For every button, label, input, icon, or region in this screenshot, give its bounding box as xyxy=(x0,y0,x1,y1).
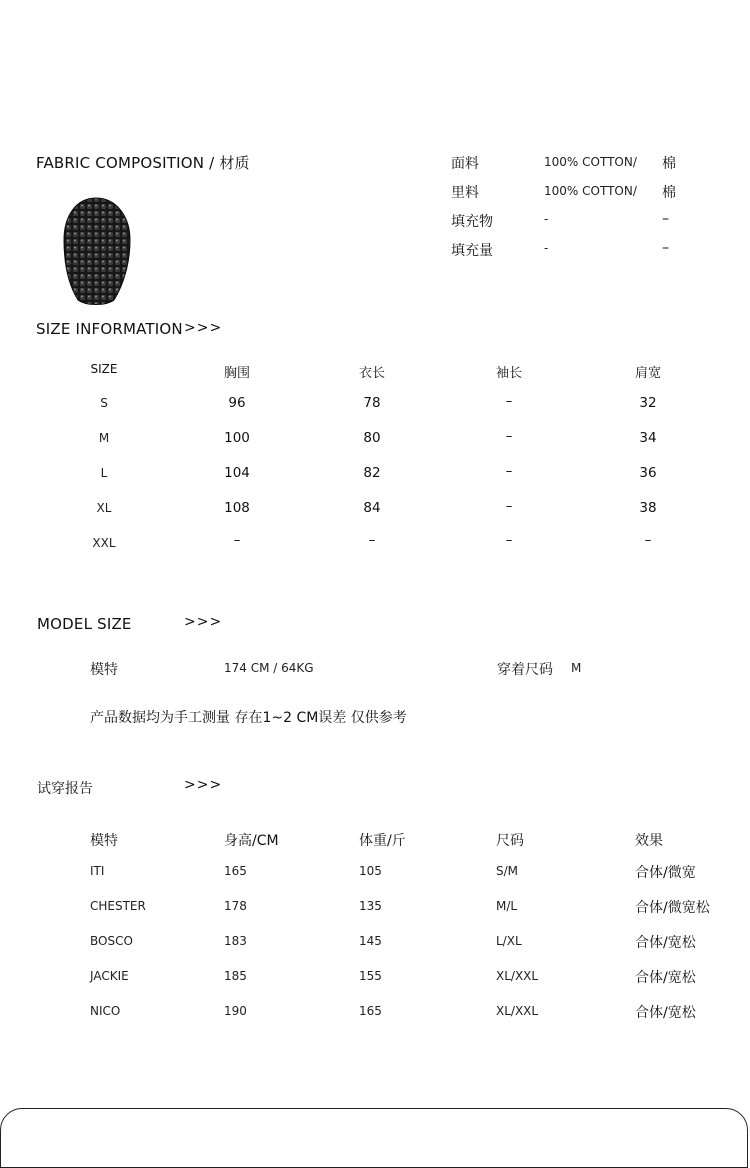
size-cell: XL xyxy=(96,501,112,515)
size-cell: 100 xyxy=(224,430,250,446)
size-cell: – xyxy=(644,532,652,548)
fabric-row-label: 填充量 xyxy=(451,243,493,259)
fabric-row-label: 里料 xyxy=(451,185,479,201)
fit-cell: 合体/宽松 xyxy=(635,1005,696,1021)
model-label: 模特 xyxy=(90,662,118,678)
fit-cell: 105 xyxy=(359,864,382,878)
fabric-row-cn: 棉 xyxy=(662,185,676,201)
fabric-row-cn: – xyxy=(662,211,669,227)
size-cell: 38 xyxy=(639,500,657,516)
fabric-row-label: 面料 xyxy=(451,156,479,172)
fit-cell: 合体/宽松 xyxy=(635,935,696,951)
size-header: 肩宽 xyxy=(634,366,662,381)
fit-cell: XL/XXL xyxy=(496,1004,539,1018)
model-size-arrows: >>> xyxy=(184,614,223,630)
model-size-title: MODEL SIZE xyxy=(37,615,132,633)
size-cell: – xyxy=(505,498,513,514)
size-cell: 32 xyxy=(639,395,657,411)
fabric-title: FABRIC COMPOSITION / 材质 xyxy=(36,154,250,172)
size-cell: – xyxy=(505,428,513,444)
wear-size-label: 穿着尺码 xyxy=(497,662,553,678)
fit-cell: 155 xyxy=(359,969,382,983)
size-header: 袖长 xyxy=(495,366,523,381)
size-cell: 104 xyxy=(224,465,250,481)
size-cell: 78 xyxy=(363,395,381,411)
fit-cell: ITI xyxy=(90,864,105,878)
fit-cell: 145 xyxy=(359,934,382,948)
fit-cell: NICO xyxy=(90,1004,121,1018)
fit-cell: S/M xyxy=(496,864,519,878)
fit-cell: 合体/微宽松 xyxy=(635,900,710,916)
fit-cell: 165 xyxy=(359,1004,382,1018)
fit-cell: 165 xyxy=(224,864,247,878)
fabric-row-label: 填充物 xyxy=(451,214,493,230)
fit-cell: CHESTER xyxy=(90,899,146,913)
size-cell: – xyxy=(233,532,241,548)
fit-cell: BOSCO xyxy=(90,934,133,948)
size-cell: M xyxy=(98,431,110,445)
fit-cell: JACKIE xyxy=(90,969,129,983)
size-header: SIZE xyxy=(90,362,118,376)
size-cell: 108 xyxy=(224,500,250,516)
size-cell: 84 xyxy=(363,500,381,516)
size-cell: 34 xyxy=(639,430,657,446)
fit-cell: XL/XXL xyxy=(496,969,539,983)
model-value: 174 CM / 64KG xyxy=(224,661,314,675)
fabric-row-cn: 棉 xyxy=(662,156,676,172)
fabric-row-cn: – xyxy=(662,240,669,256)
fit-header: 体重/斤 xyxy=(359,833,406,849)
fit-cell: 185 xyxy=(224,969,247,983)
size-cell: 80 xyxy=(363,430,381,446)
fit-report-arrows: >>> xyxy=(184,777,223,793)
fabric-row-value: 100% COTTON/ xyxy=(544,184,637,198)
size-cell: – xyxy=(505,393,513,409)
fit-report-title: 试穿报告 xyxy=(37,781,93,797)
size-cell: XXL xyxy=(92,536,116,550)
fit-cell: L/XL xyxy=(496,934,522,948)
fit-header: 效果 xyxy=(635,833,663,849)
fit-header: 尺码 xyxy=(496,833,524,849)
size-cell: S xyxy=(100,396,108,410)
size-header: 胸围 xyxy=(223,366,251,381)
fit-cell: M/L xyxy=(496,899,518,913)
fit-cell: 178 xyxy=(224,899,247,913)
wear-size-value: M xyxy=(571,661,582,675)
fabric-row-value: - xyxy=(544,241,549,255)
size-cell: L xyxy=(100,466,108,480)
fit-cell: 合体/宽松 xyxy=(635,970,696,986)
fabric-row-value: 100% COTTON/ xyxy=(544,155,637,169)
product-image xyxy=(58,196,134,306)
fit-cell: 135 xyxy=(359,899,382,913)
size-cell: 96 xyxy=(228,395,246,411)
fit-header: 身高/CM xyxy=(224,833,279,849)
size-info-arrows: >>> xyxy=(184,320,223,336)
next-section-card xyxy=(0,1108,748,1168)
size-cell: – xyxy=(505,532,513,548)
fit-cell: 190 xyxy=(224,1004,247,1018)
size-cell: – xyxy=(505,463,513,479)
size-info-title: SIZE INFORMATION xyxy=(36,320,183,338)
measurement-note: 产品数据均为手工测量 存在1~2 CM误差 仅供参考 xyxy=(90,710,407,726)
fit-cell: 183 xyxy=(224,934,247,948)
fit-cell: 合体/微宽 xyxy=(635,865,696,881)
fabric-row-value: - xyxy=(544,212,549,226)
size-cell: 36 xyxy=(639,465,657,481)
size-header: 衣长 xyxy=(358,366,386,381)
fit-header: 模特 xyxy=(90,833,118,849)
size-cell: 82 xyxy=(363,465,381,481)
size-cell: – xyxy=(368,532,376,548)
